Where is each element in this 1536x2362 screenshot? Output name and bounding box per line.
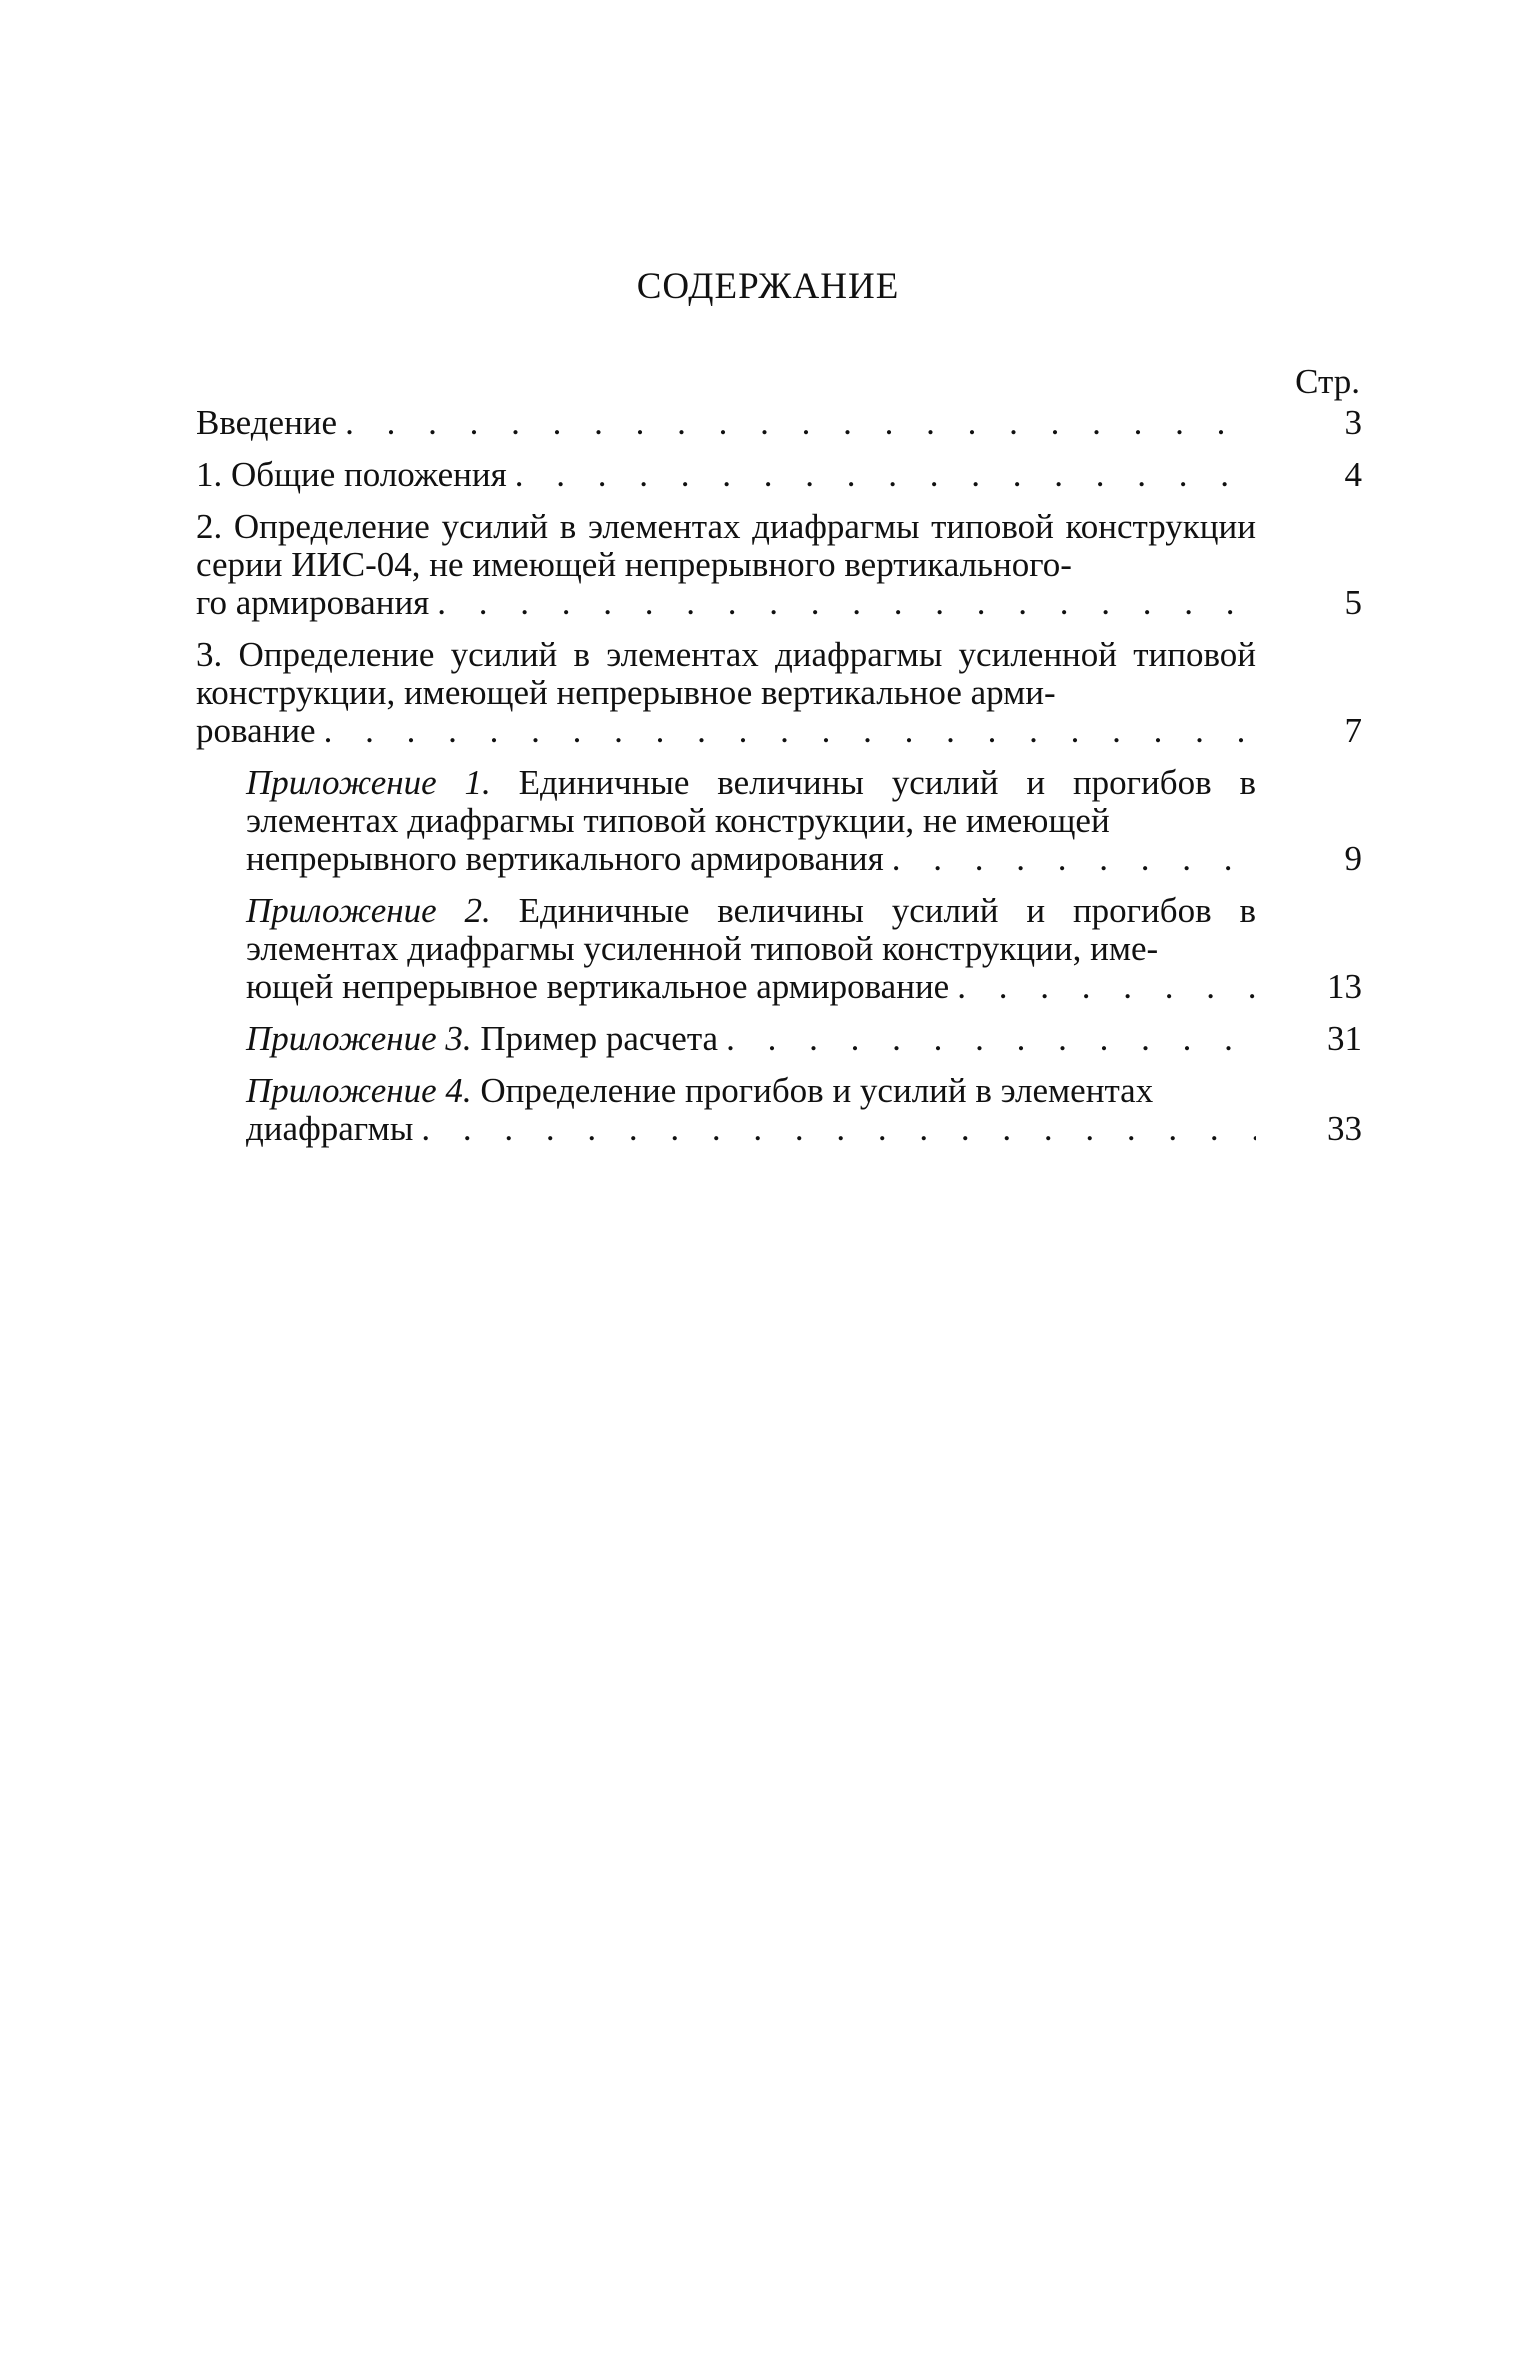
dot-leader	[337, 404, 1256, 442]
toc-page-number: 31	[1327, 1019, 1362, 1058]
toc-entry-last-line: го армирования	[196, 583, 430, 622]
toc-page-number: 5	[1344, 583, 1362, 622]
dot-leader	[316, 712, 1256, 750]
toc-entry-appendix-2[interactable]	[196, 892, 1362, 1006]
dot-leader	[884, 840, 1256, 878]
toc-entry-appendix-1[interactable]	[196, 764, 1362, 878]
toc-entry-last-line: Приложение 3. Пример расчета	[246, 1019, 719, 1058]
toc-entry-title: Введение	[196, 403, 338, 442]
toc-entry-text: Приложение 4. Определение прогибов и усилий в элементах	[246, 1071, 1154, 1110]
toc-page-number: 9	[1344, 839, 1362, 878]
appendix-label: Приложение 1.	[246, 763, 491, 802]
toc-entry-text: Приложение 1. Единичные величины усилий и прогибов в элементах диафрагмы типовой конструкции, не имеющей	[246, 763, 1256, 840]
toc-entry-section-2[interactable]	[196, 508, 1362, 622]
toc-page-number: 33	[1327, 1109, 1362, 1148]
toc-entry-introduction[interactable]	[196, 404, 1362, 442]
toc-entry-last-line: ющей непрерывное вертикальное армирование	[246, 967, 950, 1006]
dot-leader	[413, 1110, 1256, 1148]
toc-page-number: 4	[1344, 455, 1362, 494]
toc-entry-text: Приложение 2. Единичные величины усилий и прогибов в элементах диафрагмы усиленной типовой конструкции, име-	[246, 891, 1256, 968]
appendix-label: Приложение 3.	[246, 1019, 472, 1058]
page-column-label: Стр.	[1295, 362, 1360, 401]
toc-page-number: 13	[1327, 967, 1362, 1006]
toc-entry-last-line: непрерывного вертикального армирования	[246, 839, 884, 878]
toc-entry-last-line: рование	[196, 711, 316, 750]
toc-entry-text: 2. Определение усилий в элементах диафрагмы типовой конструкции серии ИИС-04, не имеющей непрерывного вертикального-	[196, 507, 1256, 584]
toc-entry-text: 3. Определение усилий в элементах диафрагмы усиленной типовой конструкции, имеющей непрерывное вертикальное арми-	[196, 635, 1256, 712]
dot-leader	[718, 1020, 1256, 1058]
appendix-label: Приложение 2.	[246, 891, 491, 930]
toc-entry-appendix-4[interactable]	[196, 1072, 1362, 1148]
toc-page-number: 3	[1344, 403, 1362, 442]
table-of-contents	[196, 404, 1362, 1162]
dot-leader	[949, 968, 1256, 1006]
toc-entry-title: 1. Общие положения	[196, 455, 507, 494]
toc-page-number: 7	[1344, 711, 1362, 750]
toc-entry-last-line: диафрагмы	[246, 1109, 414, 1148]
page-title: СОДЕРЖАНИЕ	[636, 266, 900, 307]
dot-leader	[507, 456, 1256, 494]
toc-entry-section-3[interactable]	[196, 636, 1362, 750]
toc-entry-appendix-3[interactable]	[196, 1020, 1362, 1058]
appendix-label: Приложение 4.	[246, 1071, 472, 1110]
dot-leader	[429, 584, 1256, 622]
toc-entry-general-provisions[interactable]	[196, 456, 1362, 494]
